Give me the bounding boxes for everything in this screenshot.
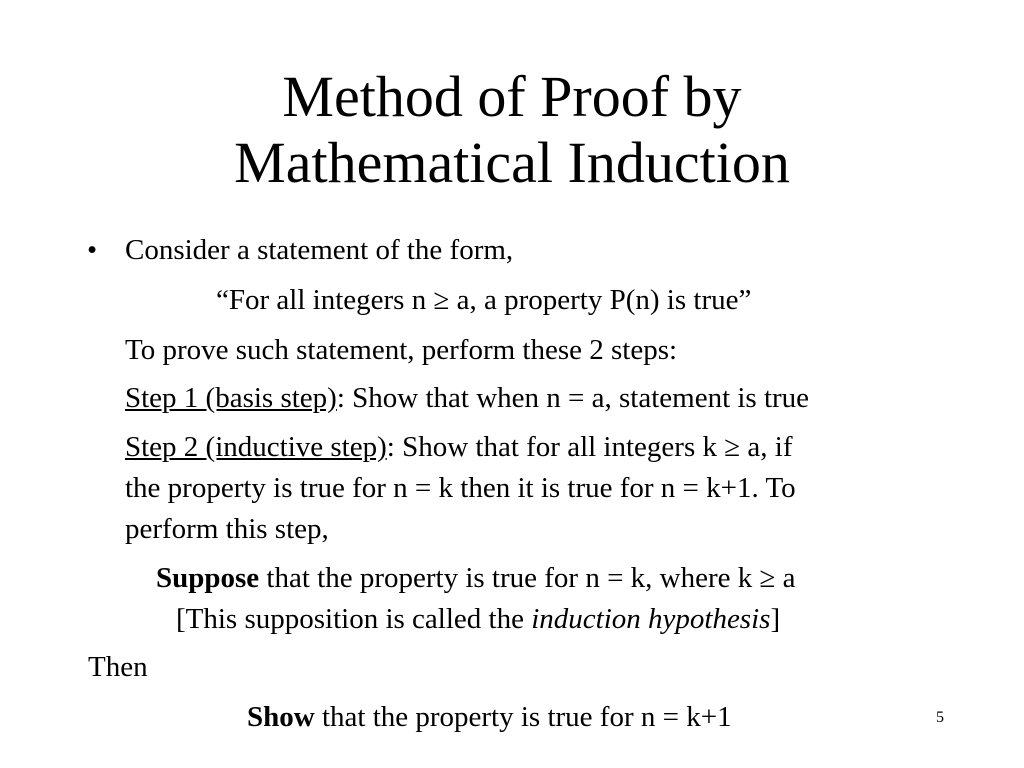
hypothesis-line: [176, 603, 780, 636]
step-1-label: Step 1 (basis step): [125, 382, 337, 414]
hypothesis-open: [This supposition is called the: [176, 603, 532, 635]
bullet-icon: •: [87, 234, 98, 266]
statement-line: “For all integers n ≥ a, a property P(n) is true”: [216, 284, 752, 316]
step-1-line: [125, 382, 809, 415]
then-line: Then: [88, 651, 148, 683]
step-2-line-3: perform this step,: [125, 513, 329, 545]
page-number: 5: [936, 709, 944, 726]
step-2-line-2: the property is true for n = k then it is true for n = k+1. To: [125, 472, 796, 504]
suppose-text: that the property is true for n = k, where k ≥ a: [259, 562, 796, 594]
hypothesis-close: ]: [770, 603, 781, 635]
suppose-line: [156, 562, 796, 595]
title-line-2: Mathematical Induction: [234, 130, 790, 195]
show-line: [247, 701, 732, 734]
step-2-line-1: [125, 431, 792, 464]
title-line-1: Method of Proof by: [282, 64, 742, 129]
consider-line: Consider a statement of the form,: [125, 234, 514, 266]
step-1-text: : Show that when n = a, statement is true: [336, 382, 810, 414]
to-prove-line: To prove such statement, perform these 2 steps:: [125, 334, 678, 366]
suppose-bold: Suppose: [156, 562, 260, 594]
show-text: that the property is true for n = k+1: [314, 701, 732, 733]
hypothesis-italic: induction hypothesis: [531, 603, 771, 635]
slide-title: [0, 64, 1024, 196]
step-2-text: : Show that for all integers k ≥ a, if: [386, 431, 793, 463]
step-2-label: Step 2 (inductive step): [125, 431, 387, 463]
show-bold: Show: [247, 701, 315, 733]
